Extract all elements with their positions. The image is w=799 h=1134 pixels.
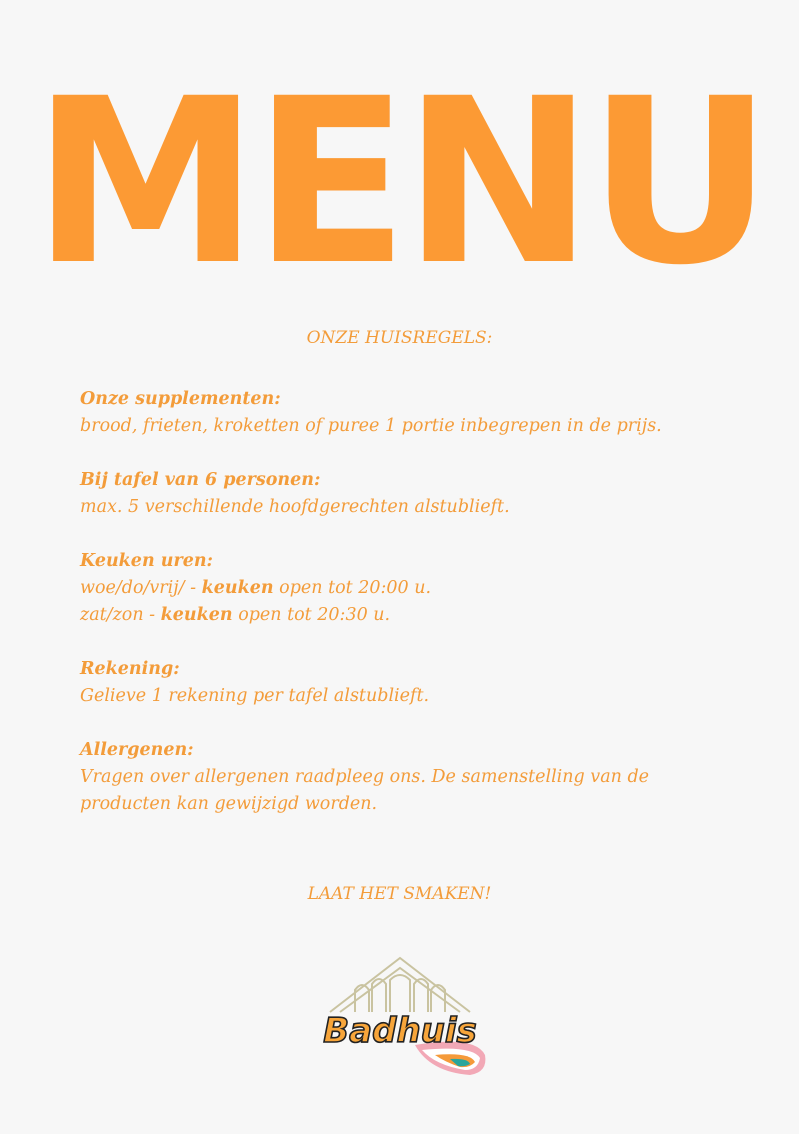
rule-supplements	[80, 386, 720, 440]
rule-kitchen-hours	[80, 548, 720, 629]
rule-title: Keuken uren:	[80, 551, 214, 571]
menu-title: MENU	[32, 49, 767, 315]
rule-allergens	[80, 737, 720, 818]
rule-title: Onze supplementen:	[80, 389, 281, 409]
logo-text: Badhuis	[323, 1011, 477, 1051]
closing-text: LAAT HET SMAKEN!	[307, 884, 492, 904]
rule-text: Gelieve 1 rekening per tafel alstublieft.	[80, 686, 430, 706]
house-rules	[80, 386, 720, 845]
rule-text: max. 5 verschillende hoofdgerechten alstublieft.	[80, 497, 510, 517]
hours-line: woe/do/vrij/ - keuken open tot 20:00 u.	[80, 578, 432, 598]
rule-text: Vragen over allergenen raadpleeg ons. De samenstelling van de producten kan gewijzigd worden.	[80, 767, 650, 814]
house-rules-heading: ONZE HUISREGELS:	[306, 328, 493, 348]
rule-title: Rekening:	[80, 659, 180, 679]
badhuis-logo	[300, 950, 500, 1090]
rule-bill	[80, 656, 720, 710]
rule-text: brood, frieten, kroketten of puree 1 portie inbegrepen in de prijs.	[80, 416, 662, 436]
hours-line: zat/zon - keuken open tot 20:30 u.	[80, 605, 391, 625]
rule-title: Bij tafel van 6 personen:	[80, 470, 321, 490]
rule-table-six	[80, 467, 720, 521]
rule-title: Allergenen:	[80, 740, 194, 760]
